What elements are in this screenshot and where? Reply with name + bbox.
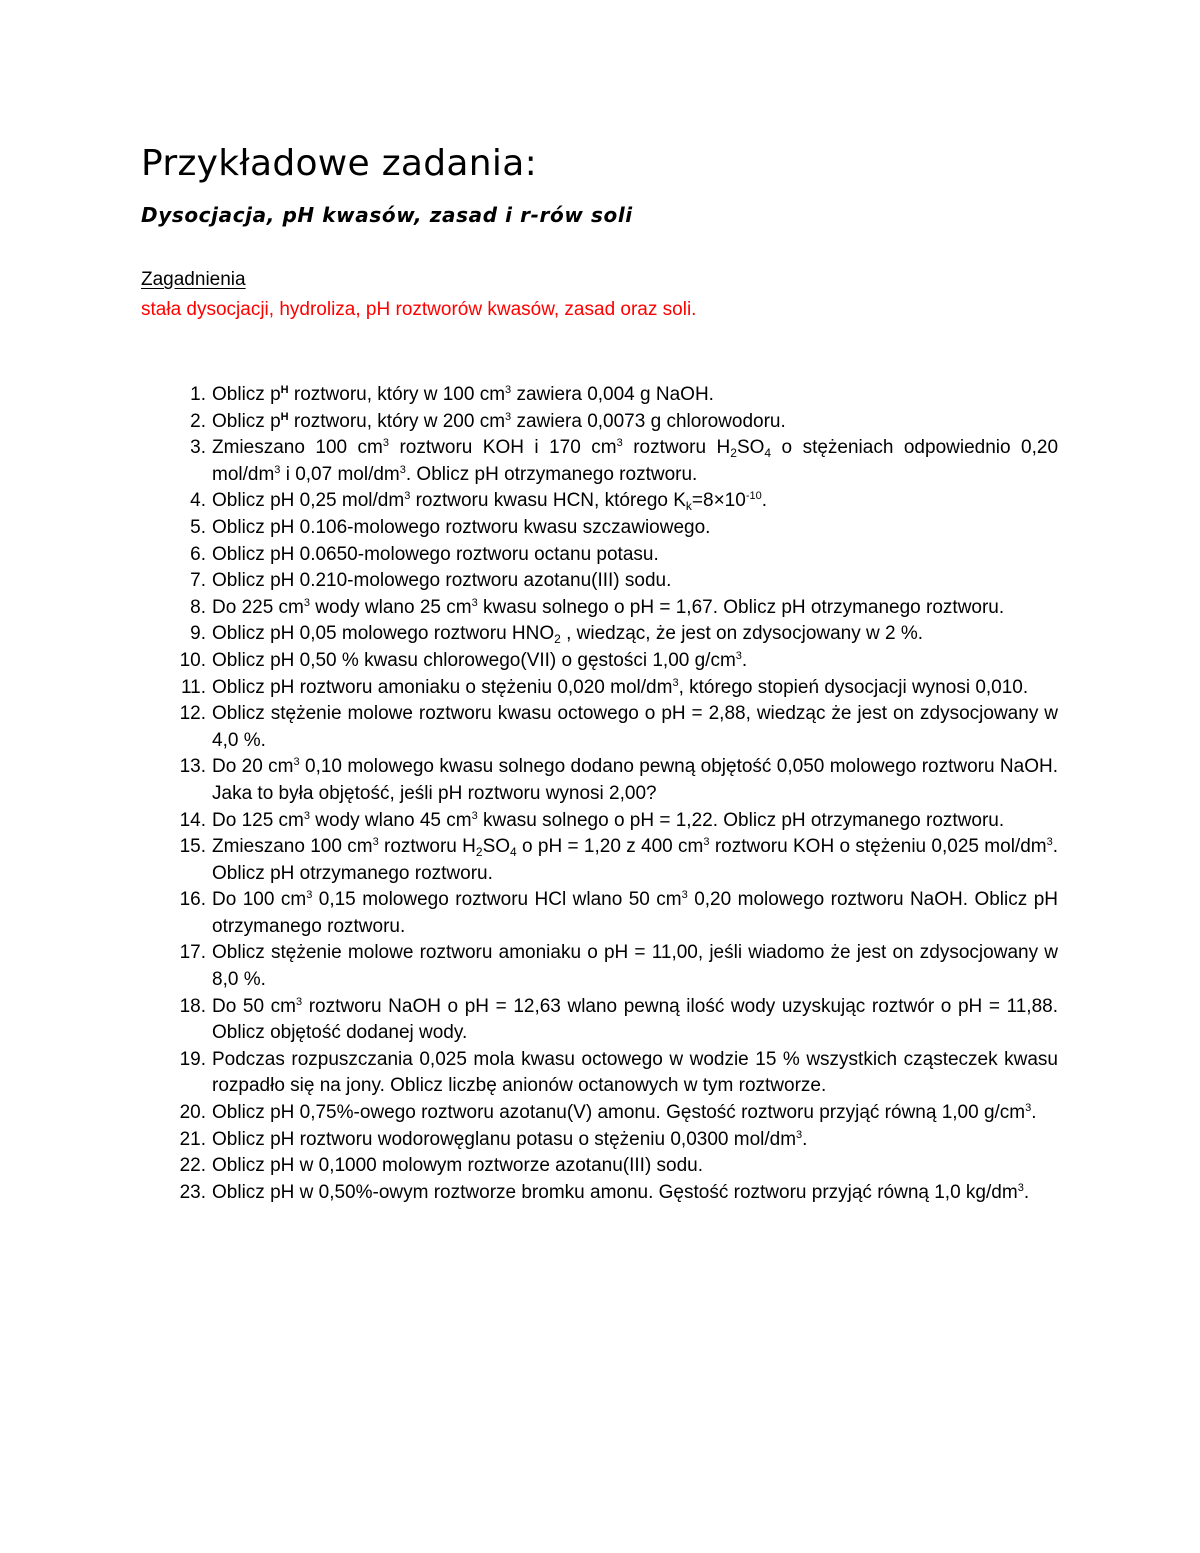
task-text <box>212 648 1058 675</box>
task-text <box>212 808 1058 835</box>
task-number: 10. <box>179 649 206 671</box>
task-text-run: Oblicz pH 0.0650-molowego roztworu octanu potasu. <box>212 543 659 565</box>
task-text <box>212 435 1058 488</box>
task-text <box>212 1153 1058 1180</box>
task-text-run: . <box>761 490 767 512</box>
task-text-run: Zmieszano 100 cm <box>212 437 383 459</box>
task-number: 17. <box>179 942 206 964</box>
task-item <box>170 1153 1058 1180</box>
task-text-run: . <box>802 1128 808 1150</box>
task-text-run: Oblicz pH 0.106-molowego roztworu kwasu szczawiowego. <box>212 516 711 538</box>
task-text-run: Podczas rozpuszczania 0,025 mola kwasu octowego w wodzie 15 % wszystkich cząsteczek kwasu rozpadło się na jony. Oblicz liczbę anionów octanowych w tym roztworze. <box>212 1048 1058 1097</box>
task-text-run: wody wlano 45 cm <box>310 809 472 831</box>
task-text-run: zawiera 0,004 g NaOH. <box>511 384 714 405</box>
task-text <box>212 488 1058 515</box>
task-item <box>170 409 1058 436</box>
task-text-run: =8×10 <box>691 490 746 512</box>
task-item <box>170 675 1058 702</box>
superscript: 3 <box>703 836 710 849</box>
task-item <box>170 648 1058 675</box>
task-item <box>170 488 1058 515</box>
task-item <box>170 1047 1058 1100</box>
task-text-run: Oblicz stężenie molowe roztworu kwasu octowego o pH = 2,88, wiedząc że jest on zdysocjowany w 4,0 %. <box>212 703 1058 751</box>
superscript: 3 <box>404 490 411 503</box>
task-number: 1. <box>190 384 206 405</box>
task-text <box>212 568 1058 595</box>
task-item <box>170 515 1058 542</box>
task-text-run: 0,20 molowego roztworu NaOH. Oblicz pH otrzymanego roztworu. <box>212 889 1058 937</box>
task-text-run: . <box>1023 1181 1030 1203</box>
task-number: 23. <box>179 1181 206 1203</box>
superscript: 3 <box>1017 1181 1024 1194</box>
task-text <box>212 409 1058 436</box>
superscript: 3 <box>293 756 300 769</box>
task-item <box>170 1100 1058 1127</box>
task-text-run: Oblicz pH roztworu amoniaku o stężeniu 0,020 mol/dm <box>212 676 673 698</box>
task-number: 11. <box>180 676 206 698</box>
task-text-run: wody wlano 25 cm <box>310 596 472 618</box>
superscript: 3 <box>735 649 742 662</box>
task-text-run: i 0,07 mol/dm <box>280 463 400 485</box>
task-text-run: roztworu NaOH o pH = 12,63 wlano pewną ilość wody uzyskując roztwór o pH = 11,88. Oblicz objętość dodanej wody. <box>212 995 1058 1044</box>
page-title: Przykładowe zadania: <box>141 143 538 184</box>
task-item <box>170 595 1058 622</box>
task-text <box>212 675 1058 702</box>
task-text-run: Oblicz pH w 0,50%-owym roztworze bromku amonu. Gęstość roztworu przyjąć równą 1,0 kg/dm <box>212 1181 1018 1203</box>
task-text-run: Oblicz pH 0,05 molowego roztworu HNO <box>212 623 555 645</box>
task-text-run: Do 20 cm <box>212 756 294 778</box>
task-text-run: Oblicz pH 0.210-molowego roztworu azotanu(III) sodu. <box>212 570 672 592</box>
superscript: 3 <box>303 596 310 609</box>
superscript: 3 <box>471 809 478 822</box>
superscript: 3 <box>505 384 512 396</box>
task-number: 4. <box>190 490 206 512</box>
task-item <box>170 568 1058 595</box>
task-text <box>212 1127 1058 1154</box>
task-text <box>212 515 1058 542</box>
superscript: H <box>280 410 289 423</box>
task-text <box>212 887 1058 940</box>
task-text <box>212 754 1058 807</box>
task-number: 16. <box>179 889 206 911</box>
task-text-run: SO <box>736 437 765 459</box>
task-number: 19. <box>179 1048 206 1070</box>
task-number: 12. <box>179 703 206 725</box>
task-number: 5. <box>190 516 206 538</box>
subscript: 4 <box>510 845 517 860</box>
task-text-run: Oblicz stężenie molowe roztworu amoniaku o pH = 11,00, jeśli wiadomo że jest on zdysocjowany w 8,0 %. <box>212 942 1058 991</box>
task-text <box>212 542 1058 569</box>
task-text-run: . Oblicz pH otrzymanego roztworu. <box>405 463 698 485</box>
task-text <box>212 621 1058 648</box>
superscript: 3 <box>471 596 478 609</box>
task-item <box>170 382 1058 409</box>
task-text-run: kwasu solnego o pH = 1,67. Oblicz pH otrzymanego roztworu. <box>477 596 1005 618</box>
task-item <box>170 701 1058 754</box>
superscript: 3 <box>399 463 406 476</box>
superscript: 3 <box>505 410 512 423</box>
task-text-run: o stężeniach odpowiednio 0,20 mol/dm <box>212 437 1059 485</box>
task-text-run: Oblicz p <box>212 384 281 405</box>
superscript: 3 <box>372 836 379 849</box>
task-number: 3. <box>190 437 206 459</box>
task-item <box>170 1180 1058 1207</box>
task-text-run: 0,10 molowego kwasu solnego dodano pewną objętość 0,050 molowego roztworu NaOH. Jaka to była objętość, jeśli pH roztworu wynosi 2,00? <box>212 756 1059 804</box>
superscript: 3 <box>796 1128 803 1141</box>
task-number: 14. <box>179 809 206 831</box>
task-text-run: Oblicz pH roztworu wodorowęglanu potasu o stężeniu 0,0300 mol/dm <box>212 1128 797 1150</box>
subscript: 2 <box>730 446 737 461</box>
task-number: 6. <box>190 543 206 565</box>
task-text-run: , wiedząc, że jest on zdysocjowany w 2 %. <box>560 623 924 645</box>
superscript: 3 <box>274 463 281 476</box>
task-text <box>212 1180 1058 1207</box>
task-text-run: , którego stopień dysocjacji wynosi 0,010. <box>678 676 1029 698</box>
superscript: 3 <box>295 995 303 1008</box>
task-text-run: Oblicz pH 0,50 % kwasu chlorowego(VII) o gęstości 1,00 g/cm <box>212 649 736 671</box>
task-text <box>212 940 1058 993</box>
task-item <box>170 754 1058 807</box>
task-item <box>170 542 1058 569</box>
task-text-run: 0,15 molowego roztworu HCl wlano 50 cm <box>312 889 682 911</box>
task-text-run: SO <box>482 836 511 858</box>
superscript: 3 <box>306 889 313 902</box>
superscript: -10 <box>745 490 762 503</box>
task-item <box>170 435 1058 488</box>
subscript: 2 <box>475 845 483 860</box>
task-number: 7. <box>190 570 206 592</box>
task-text-run: Zmieszano 100 cm <box>212 836 373 858</box>
task-text-run: o pH = 1,20 z 400 cm <box>516 836 704 858</box>
task-item <box>170 1127 1058 1154</box>
task-number: 2. <box>190 410 206 432</box>
task-number: 9. <box>190 623 206 645</box>
task-text-run: roztworu, który w 100 cm <box>288 384 506 405</box>
superscript: 3 <box>616 437 623 450</box>
subscript: 2 <box>554 632 561 647</box>
task-text-run: Do 225 cm <box>212 596 304 618</box>
superscript: 3 <box>1046 836 1053 849</box>
task-text-run: . <box>1031 1102 1037 1124</box>
task-number: 13. <box>179 756 206 778</box>
task-text-run: kwasu solnego o pH = 1,22. Oblicz pH otrzymanego roztworu. <box>477 809 1005 831</box>
superscript: H <box>280 384 289 396</box>
task-item <box>170 808 1058 835</box>
task-text <box>212 595 1058 622</box>
task-text <box>212 1047 1058 1100</box>
task-list <box>170 382 1058 1206</box>
task-number: 18. <box>179 995 206 1017</box>
task-item <box>170 940 1058 993</box>
page-subtitle: Dysocjacja, pH kwasów, zasad i r-rów soli <box>141 203 633 227</box>
superscript: 3 <box>303 809 310 822</box>
task-text-run: roztworu H <box>622 437 731 459</box>
task-text-run: roztworu kwasu HCN, którego K <box>410 490 686 512</box>
superscript: 3 <box>1025 1102 1032 1115</box>
topics-text: stała dysocjacji, hydroliza, pH roztworów kwasów, zasad oraz soli. <box>141 299 697 320</box>
task-text-run: Oblicz pH 0,25 mol/dm <box>212 490 405 512</box>
task-text <box>212 834 1058 887</box>
superscript: 3 <box>382 437 390 450</box>
task-number: 22. <box>179 1155 206 1177</box>
task-item <box>170 834 1058 887</box>
task-text-run: roztworu KOH o stężeniu 0,025 mol/dm <box>709 836 1047 858</box>
task-text <box>212 1100 1058 1127</box>
task-text-run: Do 50 cm <box>212 995 296 1017</box>
subscript: k <box>685 499 692 514</box>
task-text-run: . <box>741 649 748 671</box>
task-number: 21. <box>179 1128 206 1150</box>
task-number: 20. <box>179 1102 206 1124</box>
task-text <box>212 382 1058 409</box>
task-number: 15. <box>179 836 206 858</box>
topics-heading: Zagadnienia <box>141 269 246 290</box>
task-text-run: . Oblicz pH otrzymanego roztworu. <box>212 836 1058 884</box>
task-text-run: Do 100 cm <box>212 889 307 911</box>
task-text-run: roztworu H <box>378 836 476 858</box>
task-text-run: Do 125 cm <box>212 809 304 831</box>
task-item <box>170 994 1058 1047</box>
task-text-run: roztworu, który w 200 cm <box>288 410 506 432</box>
task-text <box>212 994 1058 1047</box>
task-text-run: Oblicz pH w 0,1000 molowym roztworze azotanu(III) sodu. <box>212 1155 704 1177</box>
superscript: 3 <box>672 676 679 689</box>
task-number: 8. <box>190 596 206 618</box>
task-text-run: roztworu KOH i 170 cm <box>389 437 617 459</box>
task-item <box>170 621 1058 648</box>
task-item <box>170 887 1058 940</box>
task-text-run: Oblicz p <box>212 410 281 432</box>
task-text-run: Oblicz pH 0,75%-owego roztworu azotanu(V) amonu. Gęstość roztworu przyjąć równą 1,00 g/cm <box>212 1102 1026 1124</box>
task-text-run: zawiera 0,0073 g chlorowodoru. <box>511 410 786 432</box>
subscript: 4 <box>764 446 772 461</box>
superscript: 3 <box>681 889 688 902</box>
task-text <box>212 701 1058 754</box>
